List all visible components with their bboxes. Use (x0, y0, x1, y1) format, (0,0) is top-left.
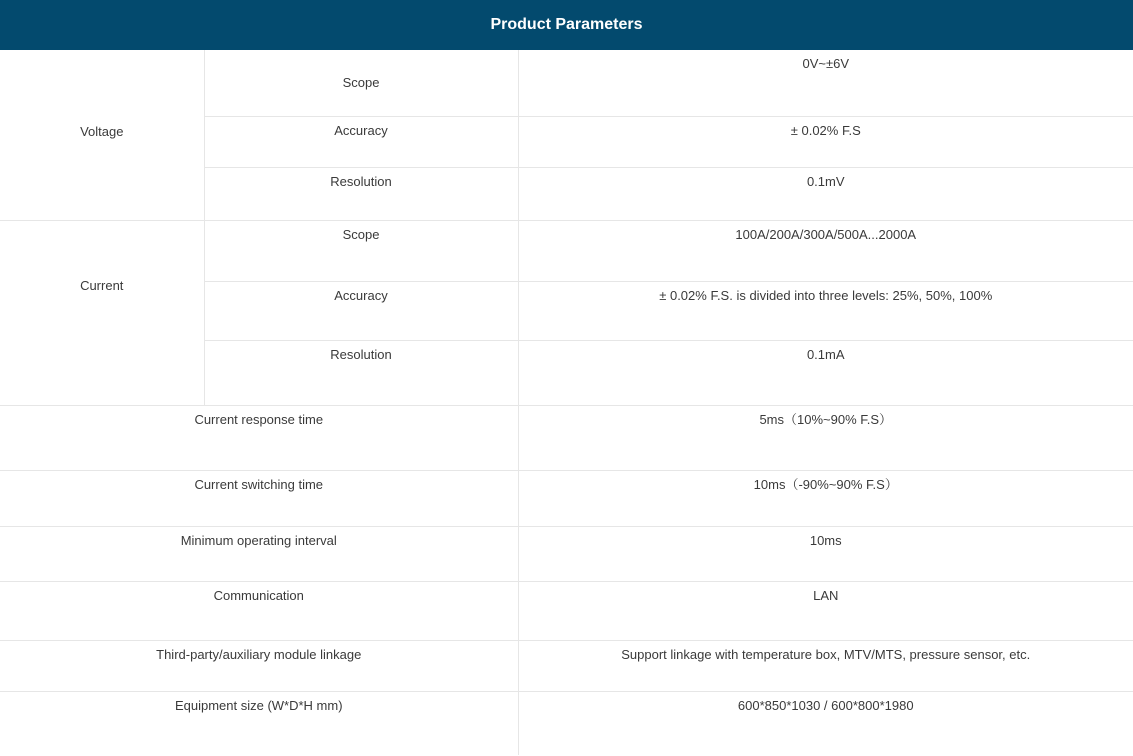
group-label: Current (80, 277, 124, 293)
param-label: Third-party/auxiliary module linkage (156, 646, 362, 662)
param-label-cell (0, 405, 518, 470)
param-label: Communication (213, 587, 304, 603)
value-cell (518, 581, 1133, 640)
value-cell (518, 691, 1133, 755)
value-cell (518, 470, 1133, 526)
value-cell (518, 116, 1133, 167)
sub-label: Scope (342, 74, 380, 90)
value: 600*850*1030 / 600*800*1980 (737, 697, 914, 713)
param-label: Current switching time (194, 476, 324, 492)
param-label: Current response time (194, 411, 324, 427)
value: Support linkage with temperature box, MTV/MTS, pressure sensor, etc. (621, 646, 1031, 662)
value-cell (518, 281, 1133, 340)
group-label: Voltage (80, 123, 124, 139)
param-label-cell (0, 640, 518, 691)
table-row (0, 691, 1133, 755)
table-title: Product Parameters (490, 16, 643, 33)
table-row (0, 50, 1133, 116)
param-label-cell (0, 581, 518, 640)
sub-label-cell (204, 220, 518, 281)
sub-label-cell (204, 50, 518, 116)
table-header (0, 0, 1133, 50)
sub-label-cell (204, 281, 518, 340)
value: 10ms (809, 532, 842, 548)
sub-label: Resolution (330, 346, 392, 362)
table-row (0, 526, 1133, 581)
value: 5ms（10%~90% F.S） (759, 411, 893, 427)
value-cell (518, 220, 1133, 281)
sub-label-cell (204, 167, 518, 220)
param-label: Equipment size (W*D*H mm) (174, 697, 343, 713)
sub-label: Scope (342, 226, 380, 242)
value-cell (518, 50, 1133, 116)
param-label-cell (0, 470, 518, 526)
sub-label-cell (204, 116, 518, 167)
group-label-cell (0, 220, 204, 405)
sub-label: Accuracy (334, 122, 388, 138)
value: LAN (813, 587, 839, 603)
value-cell (518, 640, 1133, 691)
value: 100A/200A/300A/500A...2000A (735, 226, 917, 242)
sub-label-cell (204, 340, 518, 405)
value: 0.1mV (806, 173, 845, 189)
value: ± 0.02% F.S. is divided into three levels: 25%, 50%, 100% (659, 287, 993, 303)
table-row (0, 405, 1133, 470)
value-cell (518, 526, 1133, 581)
table-row (0, 581, 1133, 640)
param-label-cell (0, 526, 518, 581)
param-label: Minimum operating interval (180, 532, 337, 548)
value-cell (518, 167, 1133, 220)
parameters-table (0, 50, 1133, 755)
value-cell (518, 405, 1133, 470)
group-label-cell (0, 50, 204, 220)
sub-label: Resolution (330, 173, 392, 189)
table-row (0, 470, 1133, 526)
param-label-cell (0, 691, 518, 755)
sub-label: Accuracy (334, 287, 388, 303)
value: 10ms（-90%~90% F.S） (753, 476, 898, 492)
value-cell (518, 340, 1133, 405)
value: 0V~±6V (802, 56, 850, 71)
table-row (0, 640, 1133, 691)
value: 0.1mA (806, 346, 845, 362)
table-row (0, 220, 1133, 281)
value: ± 0.02% F.S (790, 122, 861, 138)
